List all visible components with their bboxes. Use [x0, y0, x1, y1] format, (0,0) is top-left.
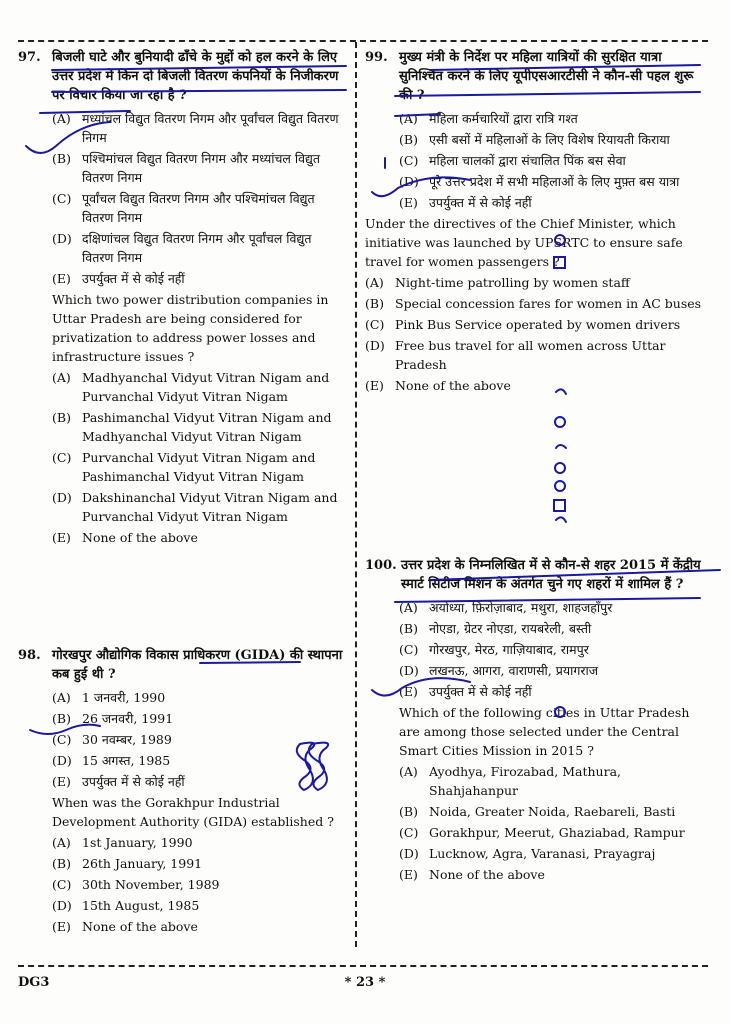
top-dashed-rule	[18, 40, 708, 42]
option-e-english[interactable]: (E) None of the above	[399, 867, 545, 882]
option-a-hindi[interactable]: (A) महिला कर्मचारियों द्वारा रात्रि गश्त	[399, 111, 578, 126]
question-99	[365, 48, 705, 397]
option-c-hindi[interactable]: (C) पूर्वांचल विद्युत वितरण निगम और पश्चिमांचल विद्युत वितरण निगम	[52, 191, 315, 225]
option-a-english[interactable]: (A) 1st January, 1990	[52, 835, 193, 850]
question-text-english: When was the Gorakhpur Industrial Development Authority (GIDA) established ?	[52, 795, 334, 829]
question-number: 98.	[18, 648, 41, 663]
question-number: 99.	[365, 50, 388, 65]
option-b-hindi[interactable]: (B) पश्चिमांचल विद्युत वितरण निगम और मध्यांचल विद्युत वितरण निगम	[52, 151, 321, 185]
option-d-english[interactable]: (D) Dakshinanchal Vidyut Vitran Nigam and Purvanchal Vidyut Vitran Nigam	[52, 490, 338, 524]
option-a-english[interactable]: (A) Night-time patrolling by women staff	[365, 275, 630, 290]
option-a-english[interactable]: (A) Ayodhya, Firozabad, Mathura, Shahjahanpur	[399, 764, 622, 798]
symbol-mark	[556, 445, 566, 448]
option-b-english[interactable]: (B) Special concession fares for women in AC buses	[365, 296, 702, 311]
question-98	[18, 646, 346, 938]
option-a-english[interactable]: (A) Madhyanchal Vidyut Vitran Nigam and Purvanchal Vidyut Vitran Nigam	[52, 370, 330, 404]
option-d-hindi[interactable]: (D) पूरे उत्तर प्रदेश में सभी महिलाओं के लिए मुफ़्त बस यात्रा	[399, 174, 680, 189]
option-d-english[interactable]: (D) Free bus travel for all women across Uttar Pradesh	[365, 338, 666, 372]
option-c-english[interactable]: (C) 30th November, 1989	[52, 877, 220, 892]
option-d-english[interactable]: (D) Lucknow, Agra, Varanasi, Prayagraj	[399, 846, 656, 861]
column-divider	[355, 42, 357, 947]
question-text-english: Which of the following cities in Uttar Pradesh are among those selected under the Central Smart Cities Mission in 2015 ?	[399, 705, 690, 758]
paper-code: DG3	[18, 975, 50, 990]
question-text-hindi: मुख्य मंत्री के निर्देश पर महिला यात्रियों की सुरक्षित यात्रा सुनिश्चित करने के लिए यूपीएसआरटीसी ने कौन-सी पहल शुरू की ?	[399, 50, 694, 103]
option-b-hindi[interactable]: (B) 26 जनवरी, 1991	[52, 711, 174, 726]
question-text-hindi: गोरखपुर औद्योगिक विकास प्राधिकरण (GIDA) की स्थापना कब हुई थी ?	[52, 648, 343, 682]
circle-mark	[555, 481, 565, 491]
option-c-english[interactable]: (C) Gorakhpur, Meerut, Ghaziabad, Rampur	[399, 825, 685, 840]
circle-mark	[555, 417, 565, 427]
option-c-hindi[interactable]: (C) 30 नवम्बर, 1989	[52, 732, 172, 747]
option-e-english[interactable]: (E) None of the above	[52, 919, 198, 934]
bottom-dashed-rule	[18, 965, 708, 967]
option-d-hindi[interactable]: (D) दक्षिणांचल विद्युत वितरण निगम और पूर्वांचल विद्युत वितरण निगम	[52, 231, 312, 265]
option-a-hindi[interactable]: (A) मध्यांचल विद्युत वितरण निगम और पूर्वांचल विद्युत वितरण निगम	[52, 111, 339, 145]
option-a-hindi[interactable]: (A) 1 जनवरी, 1990	[52, 690, 166, 705]
option-c-hindi[interactable]: (C) महिला चालकों द्वारा संचालित पिंक बस सेवा	[399, 153, 626, 168]
option-b-english[interactable]: (B) 26th January, 1991	[52, 856, 203, 871]
option-b-hindi[interactable]: (B) नोएडा, ग्रेटर नोएडा, रायबरेली, बस्ती	[399, 621, 592, 636]
page-number: * 23 *	[344, 975, 386, 990]
question-97	[18, 48, 346, 549]
option-b-english[interactable]: (B) Noida, Greater Noida, Raebareli, Basti	[399, 804, 676, 819]
option-b-hindi[interactable]: (B) एसी बसों में महिलाओं के लिए विशेष रियायती किराया	[399, 132, 670, 147]
question-text-hindi: उत्तर प्रदेश के निम्नलिखित में से कौन-से शहर 2015 में केंद्रीय स्मार्ट सिटीज मिशन के अंतर्गत चुने गए शहरों में शामिल हैं ?	[401, 558, 701, 592]
option-d-english[interactable]: (D) 15th August, 1985	[52, 898, 200, 913]
option-c-hindi[interactable]: (C) गोरखपुर, मेरठ, गाज़ियाबाद, रामपुर	[399, 642, 589, 657]
option-b-english[interactable]: (B) Pashimanchal Vidyut Vitran Nigam and Madhyanchal Vidyut Vitran Nigam	[52, 410, 332, 444]
question-100	[365, 556, 705, 886]
square-mark	[554, 500, 565, 511]
option-c-english[interactable]: (C) Purvanchal Vidyut Vitran Nigam and Pashimanchal Vidyut Vitran Nigam	[52, 450, 316, 484]
symbol-mark	[556, 517, 566, 522]
question-text-english: Under the directives of the Chief Minister, which initiative was launched by UPSRTC to ensure safe travel for women passengers ?	[365, 216, 683, 269]
option-e-hindi[interactable]: (E) उपर्युक्त में से कोई नहीं	[399, 684, 532, 699]
question-number: 97.	[18, 50, 41, 65]
question-text-hindi: बिजली घाटे और बुनियादी ढाँचे के मुद्दों को हल करने के लिए उत्तर प्रदेश में किन दो बिजली वितरण कंपनियों के निजीकरण पर विचार किया जा रहा है ?	[52, 50, 339, 103]
option-a-hindi[interactable]: (A) अयोध्या, फ़िरोज़ाबाद, मथुरा, शाहजहाँपुर	[399, 600, 613, 615]
option-d-hindi[interactable]: (D) लखनऊ, आगरा, वाराणसी, प्रयागराज	[399, 663, 598, 678]
option-e-english[interactable]: (E) None of the above	[365, 378, 511, 393]
question-number: 100.	[365, 558, 397, 573]
option-e-hindi[interactable]: (E) उपर्युक्त में से कोई नहीं	[399, 195, 532, 210]
option-e-english[interactable]: (E) None of the above	[52, 530, 198, 545]
option-c-english[interactable]: (C) Pink Bus Service operated by women drivers	[365, 317, 681, 332]
circle-mark	[555, 463, 565, 473]
option-d-hindi[interactable]: (D) 15 अगस्त, 1985	[52, 753, 171, 768]
question-text-english: Which two power distribution companies in Uttar Pradesh are being considered for privatization to address power losses and infrastructure issues ?	[52, 292, 329, 364]
option-e-hindi[interactable]: (E) उपर्युक्त में से कोई नहीं	[52, 774, 185, 789]
option-e-hindi[interactable]: (E) उपर्युक्त में से कोई नहीं	[52, 271, 185, 286]
